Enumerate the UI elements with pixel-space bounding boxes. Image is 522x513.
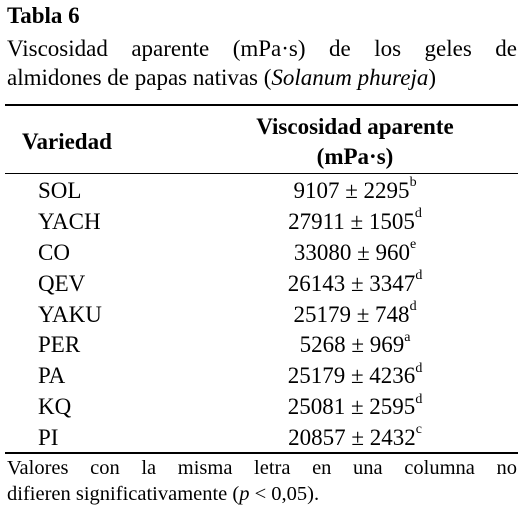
significance-letter: b bbox=[409, 175, 417, 191]
viscosity-cell bbox=[205, 361, 505, 391]
viscosity-cell bbox=[205, 269, 505, 299]
significance-letter: c bbox=[415, 422, 422, 438]
variety-cell: YAKU bbox=[38, 301, 102, 327]
table-caption bbox=[7, 34, 517, 92]
caption-line-2-suffix: ) bbox=[428, 65, 437, 90]
table-label: Tabla 6 bbox=[7, 3, 80, 28]
variety-cell: CO bbox=[38, 239, 70, 265]
variety-cell: QEV bbox=[38, 270, 86, 296]
column-header-viscosity-line-2: (mPa·s) bbox=[316, 144, 394, 169]
caption-line-2-prefix: almidones de papas nativas ( bbox=[7, 65, 272, 90]
footnote-line-2 bbox=[7, 481, 517, 507]
column-header-variety: Variedad bbox=[22, 129, 112, 154]
variety-cell: YACH bbox=[38, 208, 101, 234]
column-header-viscosity bbox=[205, 112, 505, 172]
table-row bbox=[0, 176, 522, 207]
caption-line-1: Viscosidad aparente (mPa·s) de los geles de bbox=[7, 36, 517, 61]
footnote-p-symbol: p bbox=[239, 483, 250, 505]
viscosity-value: 25081 ± 2595 bbox=[287, 394, 416, 420]
viscosity-value: 25179 ± 4236 bbox=[287, 363, 416, 389]
table-row bbox=[0, 392, 522, 423]
viscosity-value: 25179 ± 748 bbox=[293, 301, 410, 327]
variety-cell: PI bbox=[38, 425, 59, 451]
table-row bbox=[0, 423, 522, 454]
table-row bbox=[0, 238, 522, 269]
caption-line-2 bbox=[7, 63, 517, 92]
footnote-line-2-prefix: difieren significativamente ( bbox=[7, 483, 240, 505]
viscosity-value: 20857 ± 2432 bbox=[288, 425, 416, 451]
significance-letter: d bbox=[415, 268, 423, 284]
viscosity-cell bbox=[205, 392, 505, 422]
table-row bbox=[0, 207, 522, 238]
variety-cell: PA bbox=[38, 363, 66, 389]
significance-letter: d bbox=[409, 298, 417, 314]
table-body bbox=[0, 176, 522, 454]
footnote-line-2-suffix: < 0,05). bbox=[249, 483, 320, 505]
variety-cell: PER bbox=[38, 332, 81, 358]
viscosity-cell bbox=[205, 176, 505, 206]
viscosity-value: 9107 ± 2295 bbox=[293, 178, 410, 203]
table-row bbox=[0, 330, 522, 361]
table-header-rule bbox=[5, 173, 518, 174]
viscosity-cell bbox=[205, 238, 505, 268]
viscosity-value: 33080 ± 960 bbox=[293, 239, 410, 265]
viscosity-cell bbox=[205, 423, 505, 453]
table-row bbox=[0, 269, 522, 300]
table-row bbox=[0, 300, 522, 331]
significance-letter: d bbox=[414, 206, 422, 222]
significance-letter: d bbox=[415, 360, 423, 376]
table-row bbox=[0, 361, 522, 392]
variety-cell: KQ bbox=[38, 394, 72, 420]
significance-letter: e bbox=[409, 237, 417, 253]
viscosity-cell bbox=[205, 330, 505, 360]
caption-species-name: Solanum phureja bbox=[271, 65, 429, 90]
viscosity-value: 27911 ± 1505 bbox=[288, 208, 415, 234]
viscosity-value: 26143 ± 3347 bbox=[287, 270, 416, 296]
table-footnote bbox=[7, 455, 517, 507]
footnote-line-1: Valores con la misma letra en una columna no bbox=[7, 457, 517, 479]
viscosity-cell bbox=[205, 300, 505, 330]
significance-letter: d bbox=[415, 391, 423, 407]
variety-cell: SOL bbox=[38, 178, 82, 203]
table-bottom-rule bbox=[5, 452, 518, 454]
viscosity-cell bbox=[205, 207, 505, 237]
viscosity-value: 5268 ± 969 bbox=[299, 332, 405, 358]
table-top-rule bbox=[5, 104, 518, 106]
column-header-viscosity-line-1: Viscosidad aparente bbox=[256, 114, 454, 139]
significance-letter: a bbox=[404, 329, 411, 345]
